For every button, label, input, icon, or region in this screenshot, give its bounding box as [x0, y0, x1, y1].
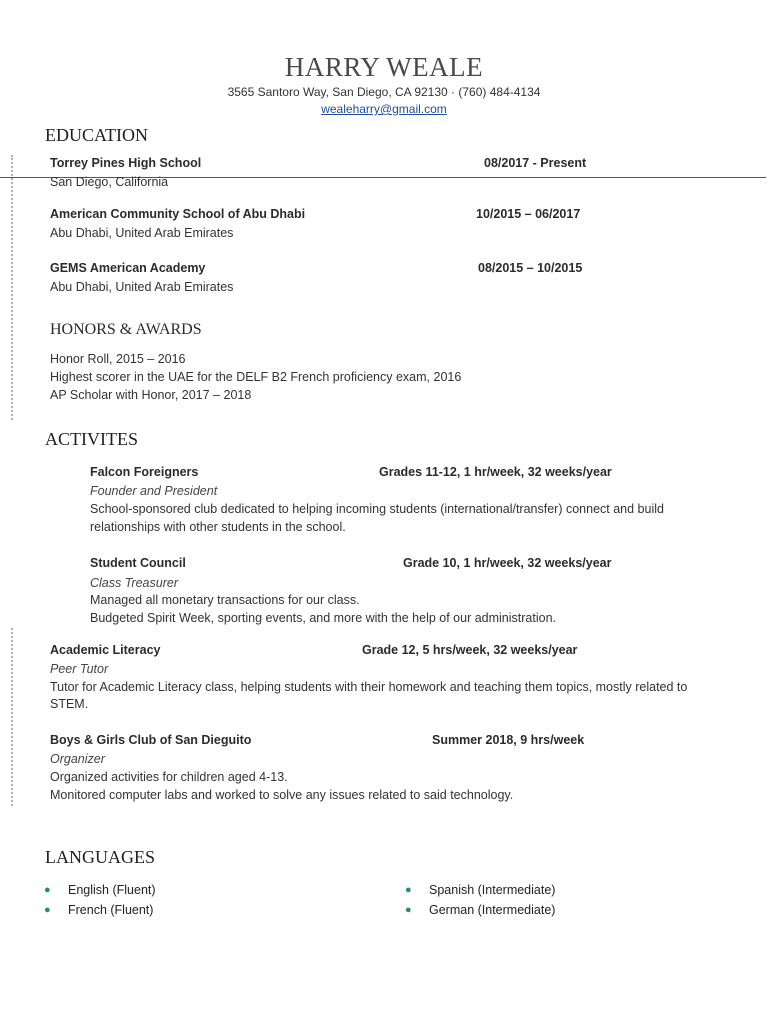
- honor-item: Highest scorer in the UAE for the DELF B2 French proficiency exam, 2016: [50, 370, 462, 384]
- activity-role: Class Treasurer: [90, 576, 178, 590]
- activity-name: Student Council: [90, 556, 186, 570]
- activity-role: Organizer: [50, 752, 105, 766]
- activity-time: Grade 10, 1 hr/week, 32 weeks/year: [403, 556, 612, 570]
- activity-time: Grades 11-12, 1 hr/week, 32 weeks/year: [379, 465, 612, 479]
- school-location: Abu Dhabi, United Arab Emirates: [50, 280, 234, 294]
- school-dates: 08/2017 - Present: [484, 156, 587, 170]
- school-name: GEMS American Academy: [50, 261, 206, 275]
- bullet-icon: ●: [44, 904, 51, 916]
- activity-name: Boys & Girls Club of San Dieguito: [50, 733, 252, 747]
- honor-item: Honor Roll, 2015 – 2016: [50, 352, 186, 366]
- activity-time: Summer 2018, 9 hrs/week: [432, 733, 585, 747]
- resume-name: HARRY WEALE: [284, 52, 484, 82]
- activity-name: Academic Literacy: [50, 643, 161, 657]
- contact-line: 3565 Santoro Way, San Diego, CA 92130 · (760) 484-4134: [227, 85, 541, 99]
- activity-description: Tutor for Academic Literacy class, helping students with their homework and teaching them topics, mostly related to: [50, 680, 688, 694]
- language-item: Spanish (Intermediate): [429, 883, 556, 897]
- school-dates: 08/2015 – 10/2015: [478, 261, 583, 275]
- margin-guide-bottom: [11, 628, 13, 806]
- bullet-icon: ●: [405, 884, 412, 896]
- language-item: French (Fluent): [68, 903, 154, 917]
- language-item: English (Fluent): [68, 883, 156, 897]
- activity-role: Founder and President: [90, 484, 218, 498]
- language-item: German (Intermediate): [429, 903, 556, 917]
- school-name: American Community School of Abu Dhabi: [50, 207, 306, 221]
- honors-heading: HONORS & AWARDS: [50, 321, 202, 338]
- activity-description: Monitored computer labs and worked to solve any issues related to said technology.: [50, 788, 514, 802]
- education-heading: EDUCATION: [45, 125, 148, 145]
- activity-description: STEM.: [50, 697, 89, 711]
- bullet-icon: ●: [44, 884, 51, 896]
- activity-description: Budgeted Spirit Week, sporting events, and more with the help of our administration.: [90, 611, 556, 625]
- email-line: [0, 102, 768, 116]
- margin-guide-top: [11, 155, 13, 420]
- school-location: Abu Dhabi, United Arab Emirates: [50, 226, 234, 240]
- activity-name: Falcon Foreigners: [90, 465, 199, 479]
- school-location: San Diego, California: [50, 175, 169, 189]
- bullet-icon: ●: [405, 904, 412, 916]
- activities-heading: ACTIVITES: [45, 429, 138, 449]
- activity-description: Organized activities for children aged 4-13.: [50, 770, 288, 784]
- languages-heading: LANGUAGES: [45, 847, 155, 867]
- school-name: Torrey Pines High School: [50, 156, 202, 170]
- email-link[interactable]: wealeharry@gmail.com: [321, 102, 447, 116]
- activity-role: Peer Tutor: [50, 662, 109, 676]
- honor-item: AP Scholar with Honor, 2017 – 2018: [50, 388, 252, 402]
- activity-time: Grade 12, 5 hrs/week, 32 weeks/year: [362, 643, 578, 657]
- activity-description: relationships with other students in the school.: [90, 520, 346, 534]
- school-dates: 10/2015 – 06/2017: [476, 207, 581, 221]
- activity-description: Managed all monetary transactions for our class.: [90, 593, 360, 607]
- activity-description: School-sponsored club dedicated to helping incoming students (international/transfer) connect and build: [90, 502, 664, 516]
